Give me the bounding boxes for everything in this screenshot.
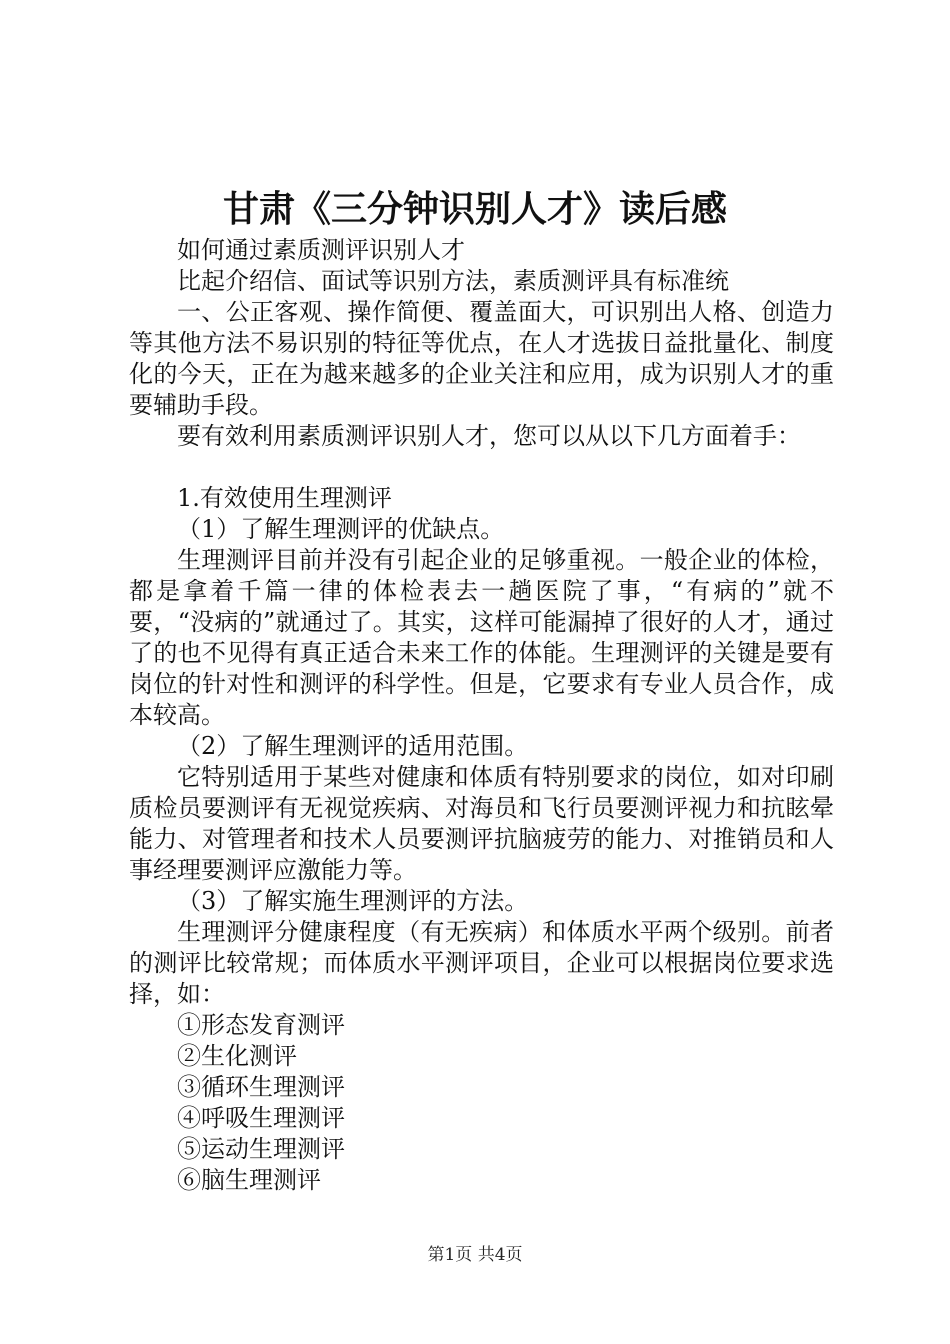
list-item: ②生化测评 <box>177 1042 297 1070</box>
list-item: ③循环生理测评 <box>177 1073 345 1101</box>
subsection-heading: （1）了解生理测评的优缺点。 <box>177 515 505 543</box>
paragraph: 生理测评分健康程度（有无疾病）和体质水平两个级别。前者的测评比较常规；而体质水平测评项目，企业可以根据岗位要求选择，如： <box>129 918 834 1008</box>
document-title: 甘肃《三分钟识别人才》读后感 <box>222 188 727 230</box>
paragraph: 生理测评目前并没有引起企业的足够重视。一般企业的体检，都是拿着千篇一律的体检表去一趟医院了事，“有病的”就不要，“没病的”就通过了。其实，这样可能漏掉了很好的人才，通过了的也不见得有真正适合未来工作的体能。生理测评的关键是要有岗位的针对性和测评的科学性。但是，它要求有专业人员合作，成本较高。 <box>129 546 834 729</box>
list-item: ⑤运动生理测评 <box>177 1135 345 1163</box>
paragraph: 它特别适用于某些对健康和体质有特别要求的岗位，如对印刷质检员要测评有无视觉疾病、对海员和飞行员要测评视力和抗眩晕能力、对管理者和技术人员要测评抗脑疲劳的能力、对推销员和人事经理要测评应激能力等。 <box>129 763 834 884</box>
document-body <box>129 235 834 1196</box>
subsection-heading: （2）了解生理测评的适用范围。 <box>177 732 529 760</box>
test-item-list <box>129 1010 834 1196</box>
list-item: ⑥脑生理测评 <box>177 1166 321 1194</box>
list-item: ①形态发育测评 <box>177 1011 345 1039</box>
paragraph: 要有效利用素质测评识别人才，您可以从以下几方面着手： <box>177 422 801 450</box>
paragraph: 一、公正客观、操作简便、覆盖面大，可识别出人格、创造力等其他方法不易识别的特征等优点，在人才选拔日益批量化、制度化的今天，正在为越来越多的企业关注和应用，成为识别人才的重要辅助手段。 <box>129 298 834 419</box>
page-number-footer: 第1页 共4页 <box>427 1245 523 1265</box>
paragraph: 如何通过素质测评识别人才 <box>177 236 465 264</box>
section-heading: 1.有效使用生理测评 <box>177 484 392 512</box>
list-item: ④呼吸生理测评 <box>177 1104 345 1132</box>
paragraph: 比起介绍信、面试等识别方法，素质测评具有标准统 <box>177 267 729 295</box>
subsection-heading: （3）了解实施生理测评的方法。 <box>177 887 529 915</box>
